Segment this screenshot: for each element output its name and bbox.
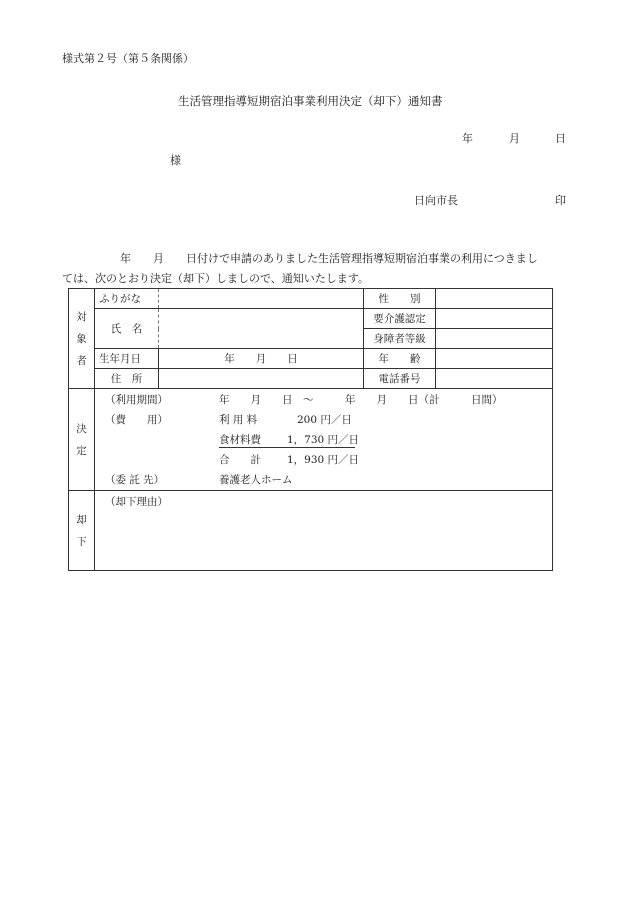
address-field — [159, 369, 364, 389]
disability-field — [436, 329, 553, 349]
name-field — [159, 309, 364, 349]
seal-mark: 印 — [555, 194, 566, 207]
fee-value: 200 円／日 — [297, 414, 352, 426]
age-label: 年 齢 — [364, 349, 436, 369]
body-text-line-1: 年 月 日付けで申請のありました生活管理指導短期宿泊事業の利用につきまし — [120, 252, 538, 265]
document-title: 生活管理指導短期宿泊事業利用決定（却下）通知書 — [178, 94, 443, 108]
rejection-content — [95, 491, 553, 571]
gender-label: 性 別 — [364, 289, 436, 309]
total-value: 1，930 円／日 — [287, 454, 360, 466]
form-number: 様式第２号（第５条関係） — [62, 52, 194, 65]
period-label: （利用期間） — [105, 394, 168, 406]
birth-label: 生年月日 — [95, 349, 159, 369]
issuer-name: 日向市長 — [414, 194, 458, 207]
food-value: 1，730 円／日 — [287, 434, 360, 446]
date-year: 年 — [462, 132, 473, 145]
rejection-reason-label: （却下理由） — [105, 496, 168, 508]
date-month: 月 — [509, 132, 520, 145]
fee-label: 利 用 料 — [219, 414, 258, 426]
body-text-line-2: ては、次のとおり決定（却下）しましので、通知いたします。 — [62, 272, 369, 285]
addressee-suffix: 様 — [170, 154, 181, 167]
consignee-value: 養護老人ホーム — [219, 474, 293, 486]
decision-heading: 決 定 — [69, 389, 95, 491]
birth-field: 年 月 日 — [159, 349, 364, 369]
consignee-label: （委 託 先） — [105, 474, 165, 486]
phone-field — [436, 369, 553, 389]
rejection-heading: 却 下 — [69, 491, 95, 571]
furigana-label: ふりがな — [95, 289, 159, 309]
address-label: 住 所 — [95, 369, 159, 389]
name-label: 氏 名 — [95, 309, 159, 349]
total-label: 合 計 — [219, 454, 261, 466]
food-label: 食材料費 — [219, 434, 261, 446]
care-label: 要介護認定 — [364, 309, 436, 329]
date-day: 日 — [555, 132, 566, 145]
furigana-field — [159, 289, 364, 309]
period-value: 年 月 日 〜 年 月 日（計 日間） — [219, 394, 503, 406]
care-field — [436, 309, 553, 329]
cost-label: （費 用） — [105, 414, 168, 426]
decision-content — [95, 389, 553, 491]
age-field — [436, 349, 553, 369]
phone-label: 電話番号 — [364, 369, 436, 389]
gender-field — [436, 289, 553, 309]
subject-heading: 対 象 者 — [69, 289, 95, 389]
disability-label: 身障者等級 — [364, 329, 436, 349]
decision-table — [68, 288, 553, 571]
